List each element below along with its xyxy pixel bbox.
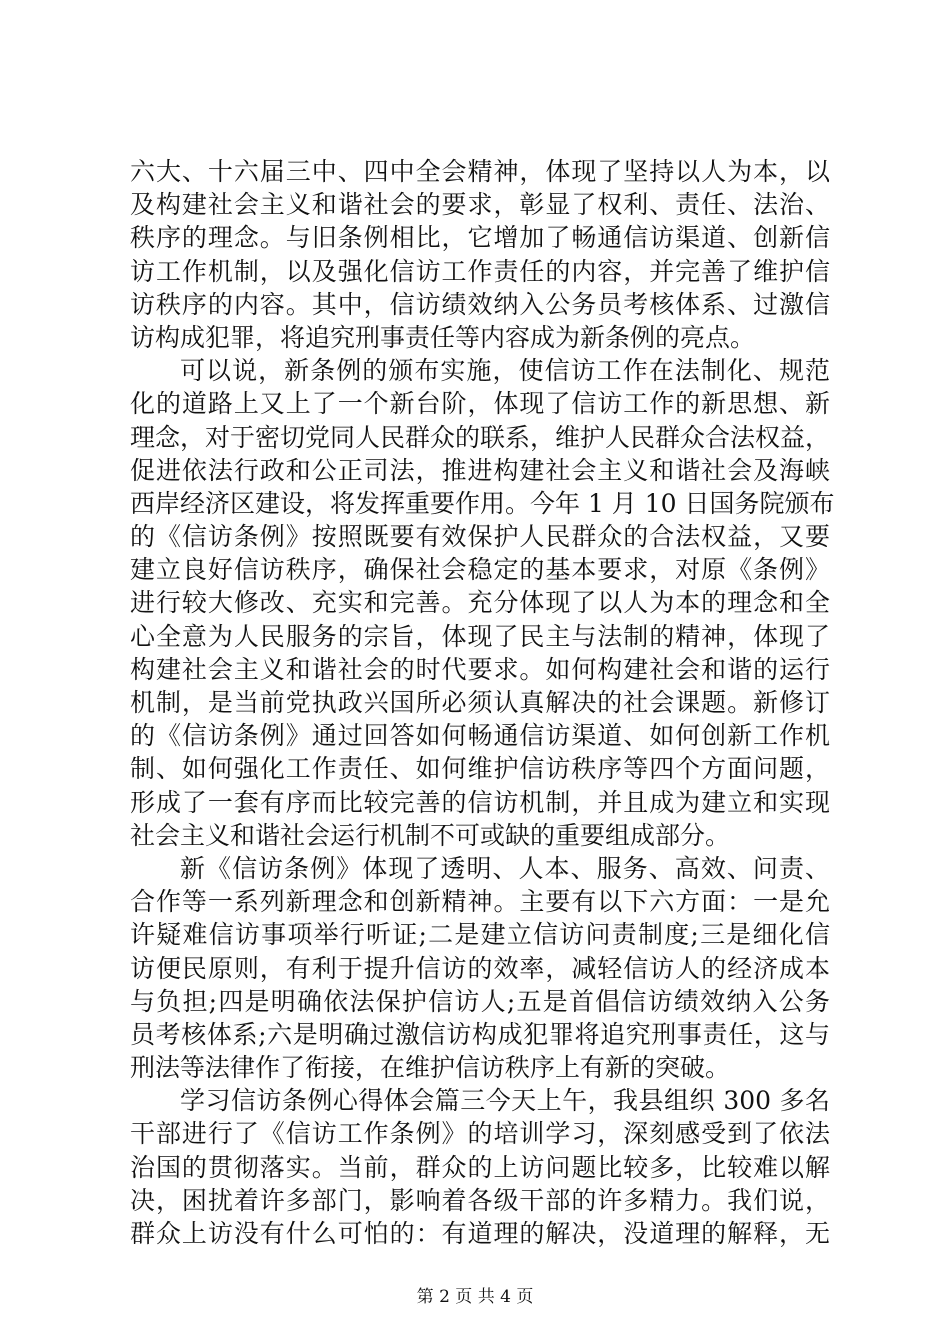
text-line: 形成了一套有序而比较完善的信访机制，并且成为建立和实现 (130, 787, 830, 817)
text-line: 干部进行了《信访工作条例》的培训学习，深刻感受到了依法 (130, 1119, 830, 1149)
text-line: 可以说，新条例的颁布实施，使信访工作在法制化、规范 (180, 356, 830, 386)
text-line: 治国的贯彻落实。当前，群众的上访问题比较多，比较难以解 (130, 1152, 830, 1182)
text-line: 进行较大修改、充实和完善。充分体现了以人为本的理念和全 (130, 588, 830, 618)
text-line: 化的道路上又上了一个新台阶，体现了信访工作的新思想、新 (130, 389, 830, 419)
text-line: 理念，对于密切党同人民群众的联系，维护人民群众合法权益， (130, 422, 831, 452)
text-line: 刑法等法律作了衔接，在维护信访秩序上有新的突破。 (130, 1053, 731, 1083)
text-line: 访便民原则，有利于提升信访的效率，减轻信访人的经济成本 (130, 953, 830, 983)
text-line: 合作等一系列新理念和创新精神。主要有以下六方面：一是允 (130, 887, 830, 917)
text-line: 新《信访条例》体现了透明、人本、服务、高效、问责、 (180, 853, 830, 883)
text-line: 西岸经济区建设，将发挥重要作用。今年 1 月 10 日国务院颁布 (130, 488, 835, 518)
text-line: 建立良好信访秩序，确保社会稳定的基本要求，对原《条例》 (130, 555, 830, 585)
text-line: 决，困扰着许多部门，影响着各级干部的许多精力。我们说， (130, 1185, 830, 1215)
text-line: 学习信访条例心得体会篇三今天上午，我县组织 300 多名 (180, 1086, 830, 1116)
text-line: 及构建社会主义和谐社会的要求，彰显了权利、责任、法治、 (130, 190, 830, 220)
body-text (130, 155, 835, 1250)
text-line: 与负担;四是明确依法保护信访人;五是首倡信访绩效纳入公务 (130, 986, 830, 1016)
text-line: 员考核体系;六是明确过激信访构成犯罪将追究刑事责任，这与 (130, 1019, 830, 1049)
text-line: 群众上访没有什么可怕的：有道理的解决，没道理的解释，无 (130, 1219, 830, 1248)
text-line: 机制，是当前党执政兴国所必须认真解决的社会课题。新修订 (130, 688, 830, 717)
text-line: 许疑难信访事项举行听证;二是建立信访问责制度;三是细化信 (130, 920, 830, 950)
page-footer: 第 2 页 共 4 页 (416, 1287, 534, 1307)
text-line: 的《信访条例》按照既要有效保护人民群众的合法权益，又要 (130, 522, 830, 552)
text-line: 的《信访条例》通过回答如何畅通信访渠道、如何创新工作机 (130, 721, 830, 751)
text-line: 制、如何强化工作责任、如何维护信访秩序等四个方面问题， (130, 754, 830, 784)
text-line: 访工作机制，以及强化信访工作责任的内容，并完善了维护信 (130, 256, 830, 286)
text-line: 访构成犯罪，将追究刑事责任等内容成为新条例的亮点。 (130, 322, 756, 352)
text-line: 构建社会主义和谐社会的时代要求。如何构建社会和谐的运行 (130, 654, 830, 684)
text-line: 秩序的理念。与旧条例相比，它增加了畅通信访渠道、创新信 (130, 223, 830, 253)
text-line: 社会主义和谐社会运行机制不可或缺的重要组成部分。 (130, 820, 731, 850)
text-line: 访秩序的内容。其中，信访绩效纳入公务员考核体系、过激信 (130, 289, 830, 319)
text-line: 促进依法行政和公正司法，推进构建社会主义和谐社会及海峡 (130, 455, 830, 485)
text-line: 六大、十六届三中、四中全会精神，体现了坚持以人为本，以 (130, 157, 830, 186)
text-line: 心全意为人民服务的宗旨，体现了民主与法制的精神，体现了 (130, 621, 830, 651)
